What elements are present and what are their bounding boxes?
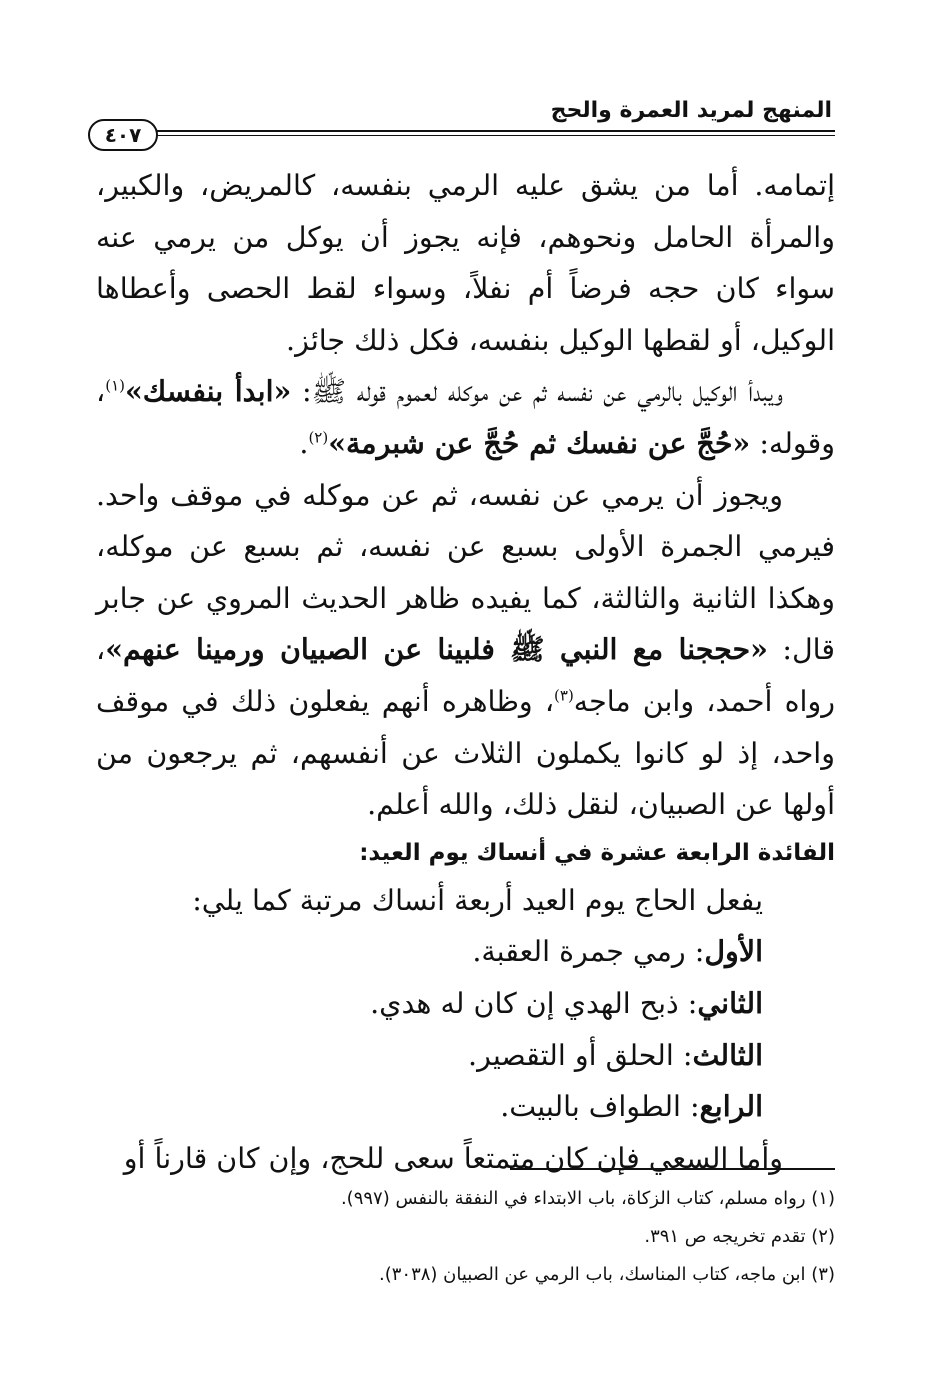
footnote-2: (٢) تقدم تخريجه ص ٣٩١.: [644, 1226, 835, 1247]
paragraph-text: ، وقوله:: [96, 375, 835, 460]
list-item: [96, 926, 763, 978]
paragraph-text: ويبدأ الوكيل بالرمي عن نفسه ثم عن موكله لعموم قوله ﷺ:: [302, 375, 784, 409]
hadith-quote: «حُجَّ عن نفسك ثم حُجَّ عن شبرمة»: [328, 425, 751, 460]
list-item-label: الرابع: [699, 1089, 763, 1124]
page-number-badge: ٤٠٧: [88, 119, 158, 151]
list-item-label: الثاني: [697, 985, 763, 1020]
paragraph-sai: وأما السعي فإن كان متمتعاً سعى للحج، وإن كان قارناً أو: [123, 1141, 783, 1175]
header-rule: [155, 130, 835, 132]
paragraph-text: ويجوز أن يرمي عن نفسه، ثم عن موكله في موقف واحد. فيرمي الجمرة الأولى بسبع عن نفسه، ثم بسبع عن موكله، وهكذا الثانية والثالثة، كما يفيده ظاهر الحديث المروي عن جابر قال:: [96, 478, 835, 667]
running-header-title: المنهج لمريد العمرة والحج: [550, 98, 832, 123]
list-item-text: : الطواف بالبيت.: [500, 1090, 700, 1124]
paragraph-text: ، رواه أحمد، وابن ماجه: [96, 633, 835, 718]
footnote-3: (٣) ابن ماجه، كتاب المناسك، باب الرمي عن الصبيان (٣٠٣٨).: [379, 1264, 835, 1285]
list-intro: يفعل الحاج يوم العيد أربعة أنساك مرتبة كما يلي:: [192, 883, 763, 917]
paragraph-proxy-stoning: إتمامه. أما من يشق عليه الرمي بنفسه، كالمريض، والكبير، والمرأة الحامل ونحوهم، فإنه يجوز أن يوكل من يرمي عنه سواء كان حجه فرضاً أم نفلاً، وسواء لقط الحصى وأعطاها الوكيل، أو لقطها الوكيل بنفسه، فكل ذلك جائز.: [96, 169, 835, 357]
list-item-text: : الحلق أو التقصير.: [468, 1038, 693, 1072]
paragraph-text: ، وظاهره أنهم يفعلون ذلك في موقف واحد، إذ لو كانوا يكملون الثلاث عن أنفسهم، ثم يرجعون من أولها عن الصبيان، لنقل ذلك، والله أعلم.: [96, 684, 835, 822]
paragraph-agent-order: [96, 366, 835, 469]
hadith-quote: «ابدأ بنفسك»: [124, 374, 292, 409]
list-item-label: الثالث: [692, 1037, 763, 1072]
main-text: [96, 160, 835, 1184]
footnote-separator: [510, 1168, 835, 1170]
list-item-text: : رمي جمرة العقبة.: [472, 935, 705, 969]
footnote-1: (١) رواه مسلم، كتاب الزكاة، باب الابتداء في النفقة بالنفس (٩٩٧).: [340, 1188, 835, 1209]
footnote-ref: (٢): [308, 428, 329, 447]
rites-list: [96, 875, 835, 1133]
list-item-label: الأول: [704, 934, 763, 969]
header-rule-thin: [155, 135, 835, 136]
footnote-ref: (١): [105, 376, 125, 395]
paragraph-text: .: [299, 426, 309, 460]
hadith-quote: «حججنا مع النبي ﷺ فلبينا عن الصبيان ورمينا عنهم»: [105, 632, 768, 667]
list-item-text: : ذبح الهدي إن كان له هدي.: [370, 986, 698, 1020]
list-item: [96, 1081, 763, 1133]
footnote-ref: (٣): [554, 686, 574, 705]
paragraph-same-station: [96, 470, 835, 831]
footnotes: [96, 1180, 835, 1294]
list-item: [96, 1030, 763, 1082]
section-heading: الفائدة الرابعة عشرة في أنساك يوم العيد:: [359, 839, 835, 866]
list-item: [96, 978, 763, 1030]
